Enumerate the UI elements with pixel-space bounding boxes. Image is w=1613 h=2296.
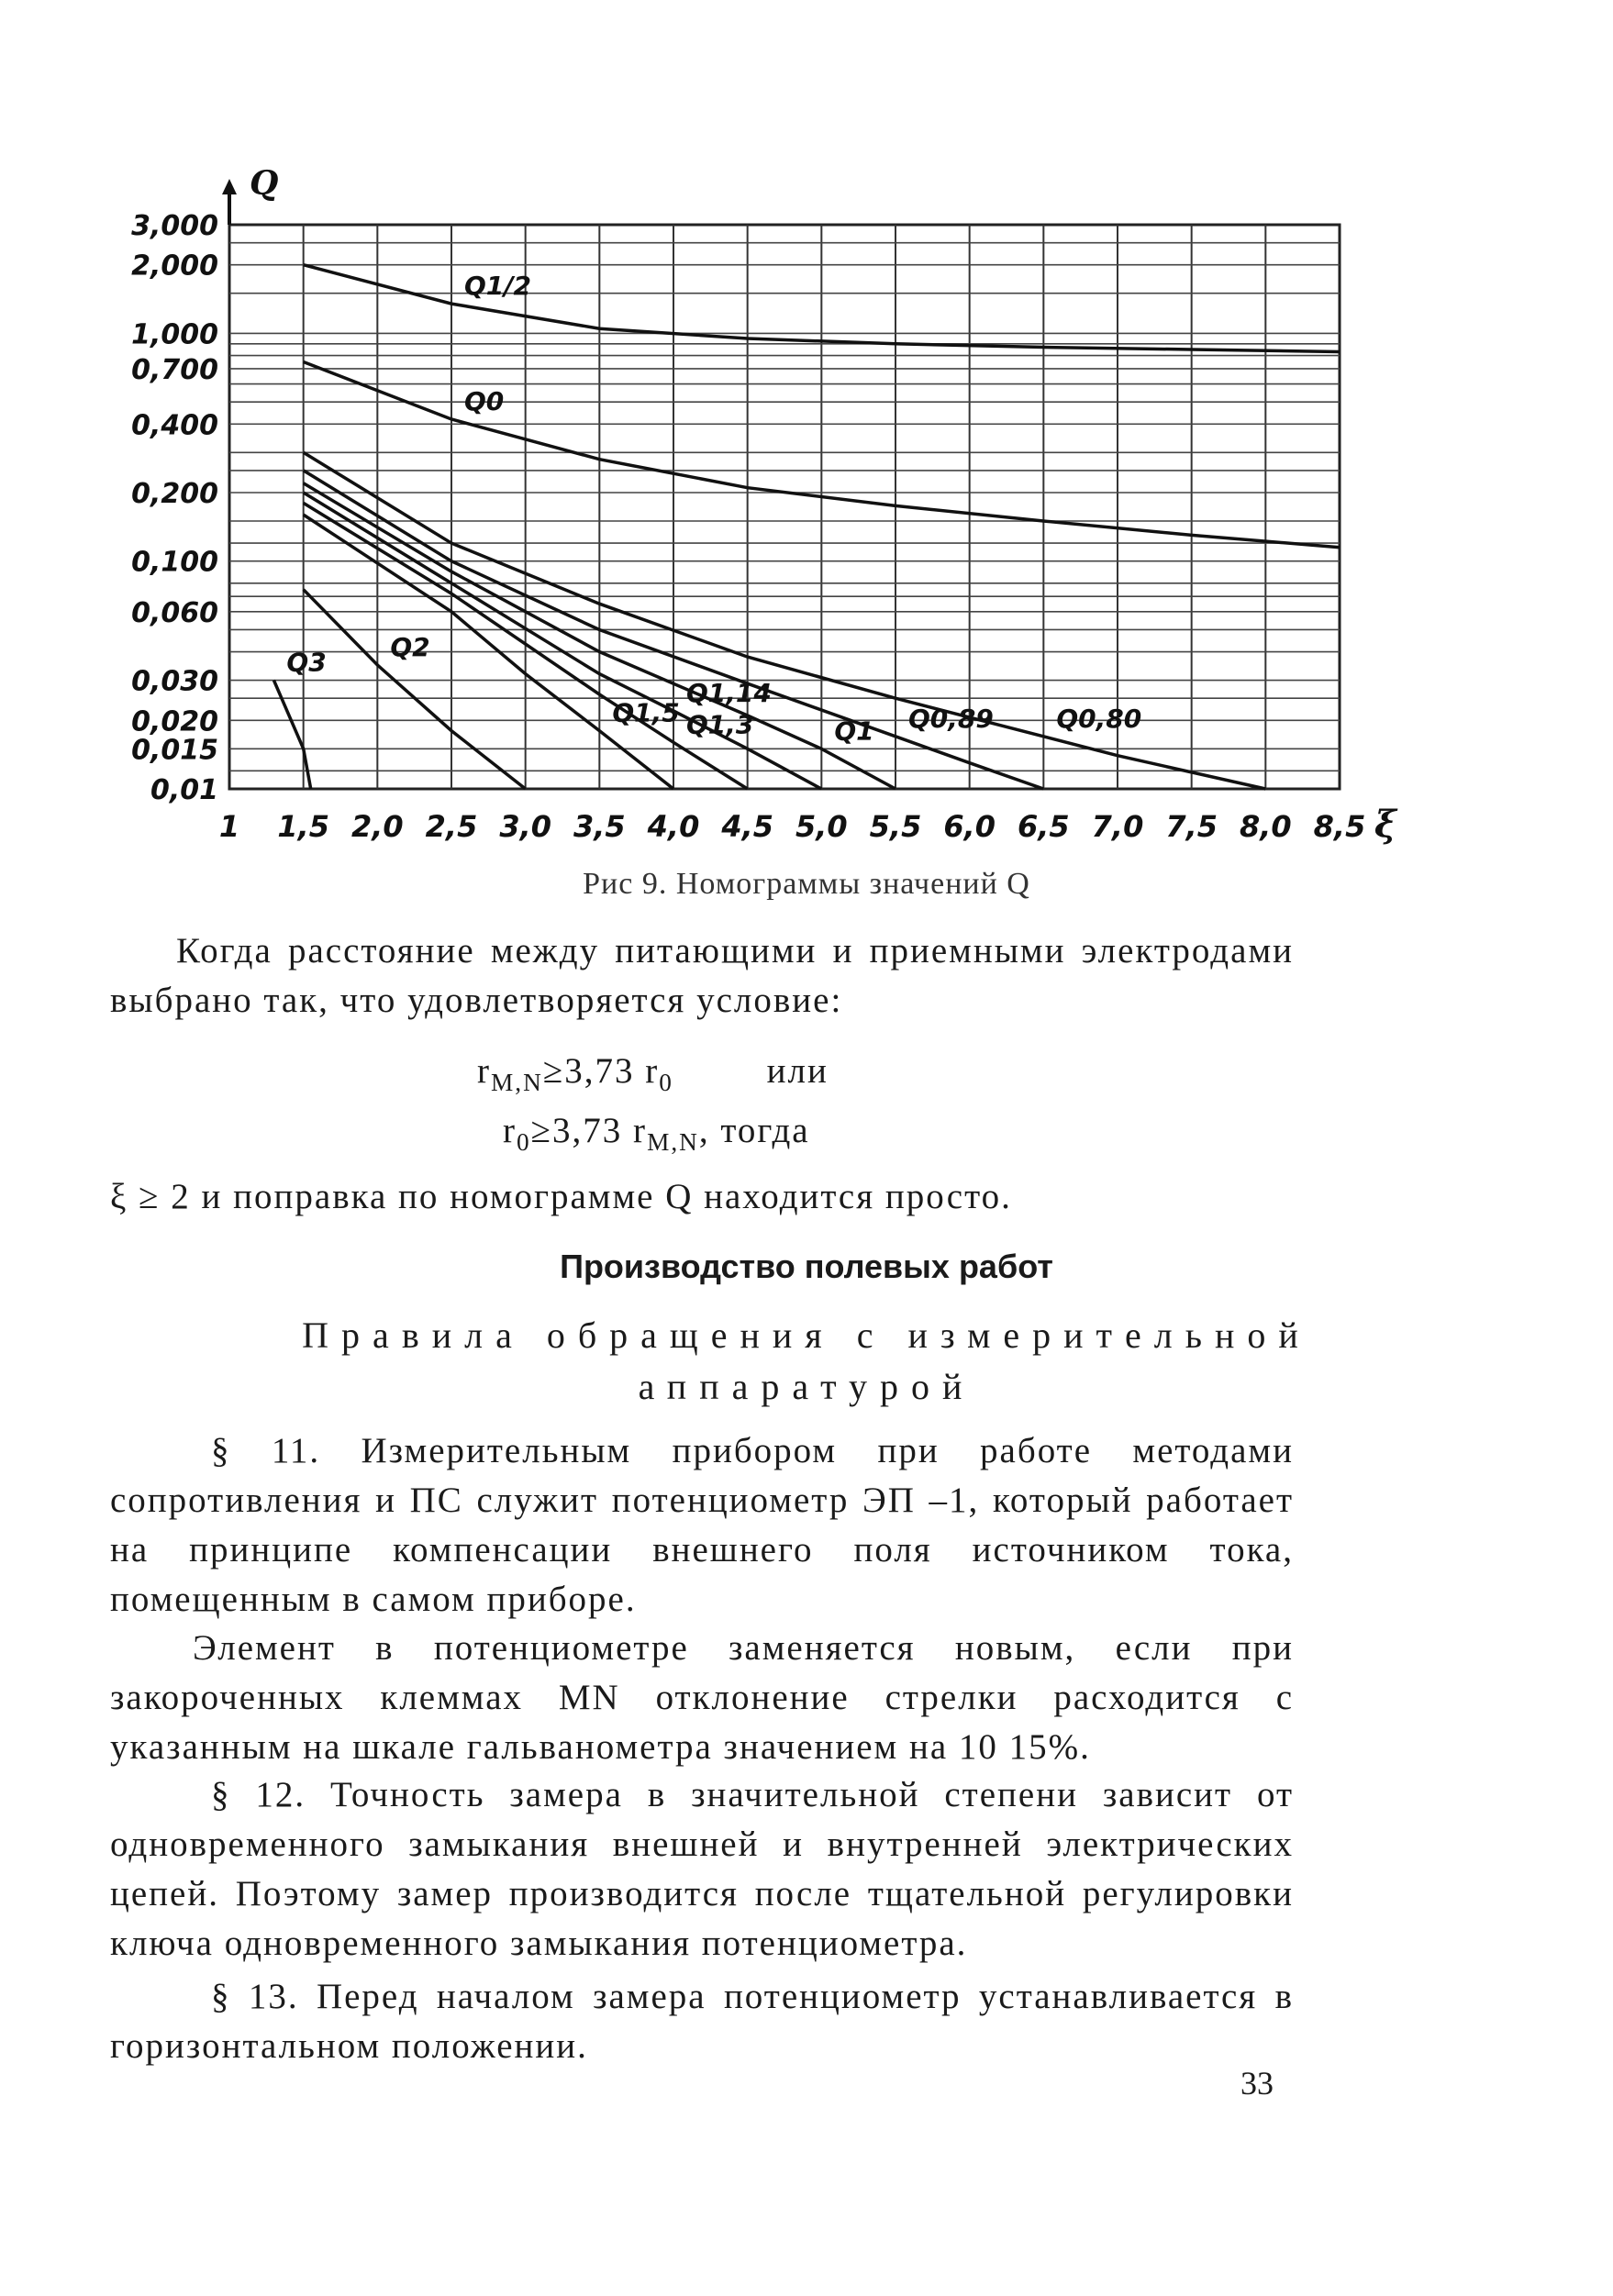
- y-tick-label: 0,030: [131, 665, 218, 698]
- formula-2-r-sub: 0: [517, 1127, 531, 1156]
- y-tick-label: 0,015: [131, 734, 218, 767]
- paragraph-element: Элемент в потенциометре заменяется новым, если при закороченных клеммах MN отклонение стрелки расходится с указанным на шкале гальванометра значением на 10 15%.: [110, 1628, 1294, 1767]
- curve-label: Q1: [834, 715, 874, 747]
- paragraph-condition: ξ ≥ 2 и поправка по номограмме Q находится просто.: [110, 1177, 1012, 1216]
- curve-label: Q0,80: [1056, 703, 1142, 734]
- plot-frame: [229, 225, 1340, 789]
- formula-2-rhs-sub: M,N: [647, 1127, 699, 1156]
- formula-1-rhs: ≥3,73 r: [542, 1051, 660, 1091]
- x-tick-label: 2,0: [350, 809, 404, 844]
- x-tick-label: 5,5: [869, 809, 922, 844]
- formula-2-then: , тогда: [698, 1111, 810, 1150]
- curve-q0-80: [304, 452, 1266, 789]
- x-tick-label: 5,0: [795, 809, 848, 844]
- x-tick-label: 7,0: [1091, 809, 1144, 844]
- formula-2: [503, 1110, 810, 1157]
- page-number: 33: [1240, 2065, 1274, 2102]
- chart-grid: [222, 179, 1340, 789]
- formula-1: [477, 1050, 829, 1097]
- x-tick-label: 7,5: [1165, 809, 1218, 844]
- curve-q3: [273, 681, 310, 790]
- x-tick-label: 6,5: [1017, 809, 1070, 844]
- y-tick-label: 3,000: [131, 210, 218, 242]
- formula-1-r-sub: M,N: [491, 1068, 543, 1096]
- y-tick-label: 0,700: [131, 353, 218, 386]
- section-heading: Производство полевых работ: [560, 1248, 1053, 1285]
- y-tick-label: 0,060: [131, 596, 218, 629]
- paragraph-intro: Когда расстояние между питающими и приемными электродами выбрано так, что удовлетворяется условие:: [110, 931, 1294, 1020]
- curve-label: Q0: [464, 385, 505, 416]
- x-tick-label: 3,5: [573, 809, 626, 844]
- paragraph-section-11: § 11. Измерительным прибором при работе методами сопротивления и ПС служит потенциометр ЭП –1, который работает на принципе компенсации внешнего поля источником тока, помещенным в самом приборе.: [110, 1431, 1294, 1619]
- y-tick-label: 0,020: [131, 705, 218, 738]
- curve-label: Q1/2: [464, 271, 531, 302]
- y-tick-label: 2,000: [131, 250, 218, 283]
- paragraph-section-12: § 12. Точность замера в значительной степени зависит от одновременного замыкания внешней и внутренней электрических цепей. Поэтому замер производится после тщательной регулировки ключа одновременного замыкания потенциометра.: [110, 1775, 1294, 1963]
- x-tick-label: 2,5: [425, 809, 478, 844]
- formula-1-r: r: [477, 1051, 491, 1091]
- x-axis-label: ξ: [1374, 803, 1396, 846]
- y-tick-label: 0,100: [131, 546, 218, 579]
- y-tick-label: 0,200: [131, 477, 218, 510]
- formula-1-or: или: [766, 1051, 829, 1091]
- curve-label: Q1,3: [686, 709, 754, 740]
- nomogram-chart: [0, 0, 1613, 881]
- curve-label: Q3: [286, 647, 327, 678]
- x-tick-label: 8,5: [1313, 809, 1366, 844]
- curve-q1-14: [304, 493, 822, 789]
- y-tick-label: 0,400: [131, 409, 218, 442]
- y-axis-label: Q: [250, 164, 279, 203]
- x-tick-label: 6,0: [943, 809, 996, 844]
- y-tick-label: 1,000: [131, 318, 218, 351]
- curve-label: Q1,5: [612, 697, 680, 728]
- curve-label: Q1,14: [686, 677, 772, 708]
- curve-label: Q2: [390, 631, 430, 662]
- formula-2-rhs: ≥3,73 r: [530, 1111, 648, 1150]
- paragraph-section-13: § 13. Перед началом замера потенциометр устанавливается в горизонтальном положении.: [110, 1977, 1294, 2066]
- x-tick-label: 4,0: [647, 809, 700, 844]
- x-tick-label: 3,0: [499, 809, 552, 844]
- x-tick-label: 4,5: [721, 809, 774, 844]
- y-axis-arrowhead: [222, 179, 237, 194]
- formula-1-rhs-sub: 0: [659, 1068, 673, 1096]
- curve-label: Q0,89: [908, 703, 994, 734]
- subsection-heading: Правила обращения с измерительной аппаратурой: [302, 1314, 1311, 1407]
- y-tick-label: 0,01: [150, 774, 218, 806]
- formula-2-r: r: [503, 1111, 517, 1150]
- x-tick-label: 1: [218, 809, 240, 844]
- x-tick-label: 1,5: [277, 809, 330, 844]
- figure-caption: Рис 9. Номограммы значений Q: [583, 867, 1030, 901]
- x-tick-label: 8,0: [1239, 809, 1292, 844]
